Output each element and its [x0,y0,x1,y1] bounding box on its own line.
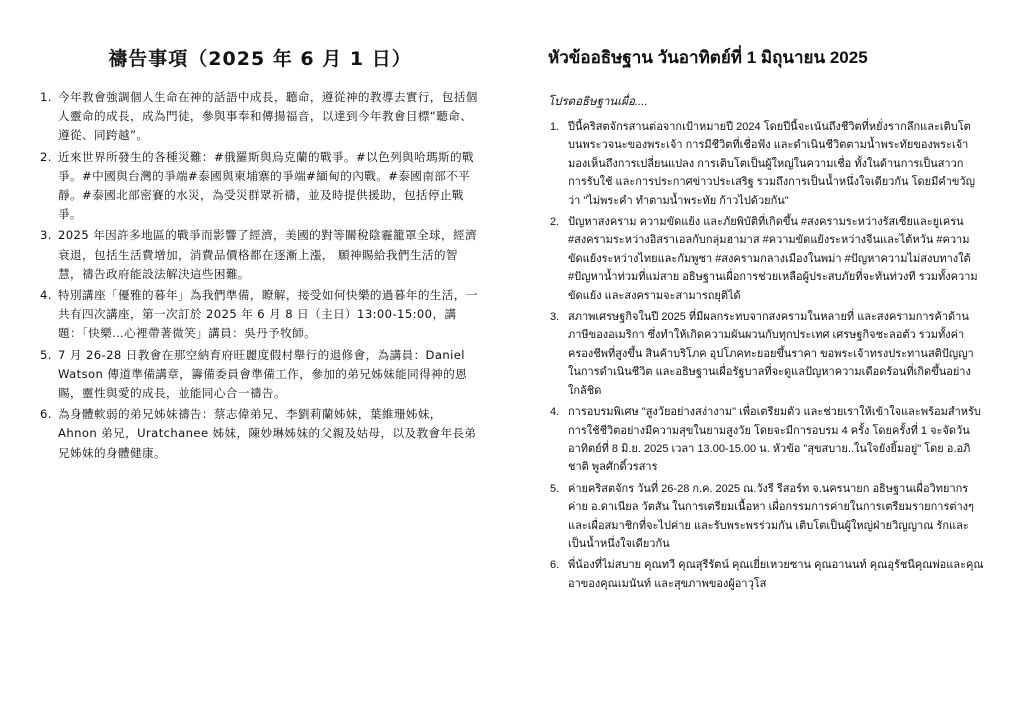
list-item [38,88,478,146]
item-number: 4. [550,406,560,419]
item-number: 1. [40,90,52,104]
item-number: 2. [550,216,560,229]
item-text: สภาพเศรษฐกิจในปี 2025 ที่มีผลกระทบจากสงครามในหลายที่ และสงครามการค้าด้านภาษีของอเมริกา ซึ่งทำให้เกิดความผันผวนกับทุกประเทศ เศรษฐกิจชะลอตัว รวมทั้งค่าครองชีพที่สูงขึ้น สินค้าบริโภค อุปโภคทะยอยขึ้นราคา ขอพระเจ้าทรงประทานสติปัญญาในการดำเนินชีวิต และอธิษฐานเผื่อรัฐบาลที่จะดูแลปัญหาความเดือดร้อนที่เกิดขึ้นอย่างใกล้ชิด [568,311,974,397]
list-item [548,403,984,477]
item-number: 6. [40,407,52,422]
item-number: 2. [40,149,52,164]
chinese-title: 禱告事項（2025 年 6 月 1 日） [108,48,412,70]
item-number: 1. [550,121,560,133]
list-item [38,226,478,284]
list-item [38,286,478,344]
thai-title: หัวข้ออธิษฐาน วันอาทิตย์ที่ 1 มิถุนายน 2025 [548,48,868,67]
list-item [38,148,478,225]
list-item [548,556,984,593]
list-item [548,213,984,305]
item-number: 5. [40,347,52,362]
item-number: 4. [40,288,52,303]
item-text: 近來世界所發生的各種災難：#俄羅斯與烏克蘭的戰爭。#以色列與哈瑪斯的戰爭。#中國與台灣的爭端#泰國與柬埔寨的爭端#緬甸的內戰。#泰國南部不平靜。#泰國北部密賽的水災，為受災群眾祈禱，並及時提供援助，包括停止戰爭。 [58,149,475,222]
item-number: 3. [40,228,52,243]
list-item [548,118,984,210]
chinese-prayer-list [38,88,478,463]
thai-subtitle: โปรดอธิษฐานเผื่อ.... [548,96,648,108]
item-text: 7 月 26-28 日教會在那空納育府旺麗度假村舉行的退修會，為講員：Daniel Watson 傳道準備講章，籌備委員會準備工作，參加的弟兄姊妹能同得神的恩賜，靈性與愛的成長，並能同心合一禱告。 [58,347,468,401]
item-text: 2025 年因許多地區的戰爭而影響了經濟，美國的對等關稅陰霾籠罩全球，經濟衰退，包括生活費增加，消費品價格都在逐漸上漲， 願神賜給我們生活的智慧，禱告政府能設法解決這些困難。 [58,228,477,281]
item-text: การอบรมพิเศษ "สูงวัยอย่างสง่างาม" เพื่อเตรียมตัว และช่วยเราให้เข้าใจและพร้อมสำหรับการใช้ชีวิตอย่างมีความสุขในยามสูงวัย โดยจะมีการอบรม 4 ครั้ง โดยครั้งที่ 1 จะจัดวันอาทิตย์ที่ 8 มิ.ย. 2025 เวลา 13.00-15.00 น. หัวข้อ "สุขสบาย..ในใจยังยิ้มอยู่" โดย อ.อภิชาติ พูลศักดิ์วรสาร [568,406,981,474]
item-text: 特別講座「優雅的暮年」為我們準備，瞭解，接受如何快樂的過暮年的生活，一共有四次講座，第一次訂於 2025 年 6 月 8 日（主日）13:00-15:00，講題：「快樂…心裡帶著微笑」講員：吳丹予牧師。 [58,288,478,341]
thai-prayer-list [548,118,984,596]
list-item [548,308,984,400]
item-text: 今年教會強調個人生命在神的話語中成長，聽命，遵從神的教導去實行，包括個人靈命的成長，成為門徒，參與事奉和傳揚福音，以達到今年教會目標“聽命、遵從、同跨越”。 [58,90,478,143]
item-text: ค่ายคริสตจักร วันที่ 26-28 ก.ค. 2025 ณ.วังรี รีสอร์ท จ.นครนายก อธิษฐานเผื่อวิทยากรค่าย อ.ดาเนียล วัตสัน ในการเตรียมเนื้อหา เผื่อกรรมการค่ายในการเตรียมรายการต่างๆ และเผื่อสมาชิกที่จะไปค่าย และรับพระพรร่วมกัน เติบโตเป็นผู้ใหญ่ฝ่ายวิญญาณ รักและเป็นน้ำหนึ่งใจเดียวกัน [568,482,974,550]
item-number: 5. [550,482,560,495]
item-text: 為身體軟弱的弟兄姊妹禱告：蔡志偉弟兄、李劉莉蘭姊妹，葉維珊姊妹，Ahnon 弟兄，Uratchanee 姊妹，陳妙琳姊妹的父親及姑母，以及教會年長弟兄姊妹的身體健康。 [58,407,477,460]
item-text: ปีนี้คริสตจักรสานต่อจากเป้าหมายปี 2024 โดยปีนี้จะเน้นถึงชีวิตที่หยั่งรากลึกและเติบโตบนพระวจนะของพระเจ้า การมีชีวิตที่เชื่อฟัง และดำเนินชีวิตตามน้ำพระทัยของพระเจ้า มองเห็นถึงการเปลี่ยนแปลง การเติบโตเป็นผู้ใหญ่ในความเชื่อ ทั้งในด้านการเป็นสาวก การรับใช้ และการประกาศข่าวประเสริฐ รวมถึงการเป็นน้ำหนึ่งใจเดียวกัน โดยมีคำขวัญว่า "ไม่พระคำ ทำตามน้ำพระทัย ก้าวไปด้วยกัน" [568,121,975,207]
item-text: พี่น้องที่ไม่สบาย คุณทวี คุณสุรีรัตน์ คุณเยี่ยเหวยซาน คุณอานนท์ คุณอุรัชนีคุณพ่อและคุณอาของคุณเมนันท์ และสุขภาพของผู้อาวุโส [568,559,984,590]
item-number: 6. [550,559,560,572]
list-item [548,480,984,554]
list-item [38,346,478,404]
item-number: 3. [550,311,560,324]
list-item [38,405,478,463]
item-text: ปัญหาสงคราม ความขัดแย้ง และภัยพิบัติที่เกิดขึ้น #สงครามระหว่างรัสเซียและยูเครน #สงครามระหว่างอิสราเอลกับกลุ่มฮามาส #ความขัดแย้งระหว่างจีนและไต้หวัน #ความขัดแย้งระหว่างไทยและกัมพูชา #สงครามกลางเมืองในพม่า #ปัญหาความไม่สงบทางใต้ #ปัญหาน้ำท่วมที่แม่สาย อธิษฐานเผื่อการช่วยเหลือผู้ประสบภัยที่จะทันท่วงที รวมทั้งความขัดแย้ง และสงครามจะสามารถยุติได้ [568,216,978,302]
